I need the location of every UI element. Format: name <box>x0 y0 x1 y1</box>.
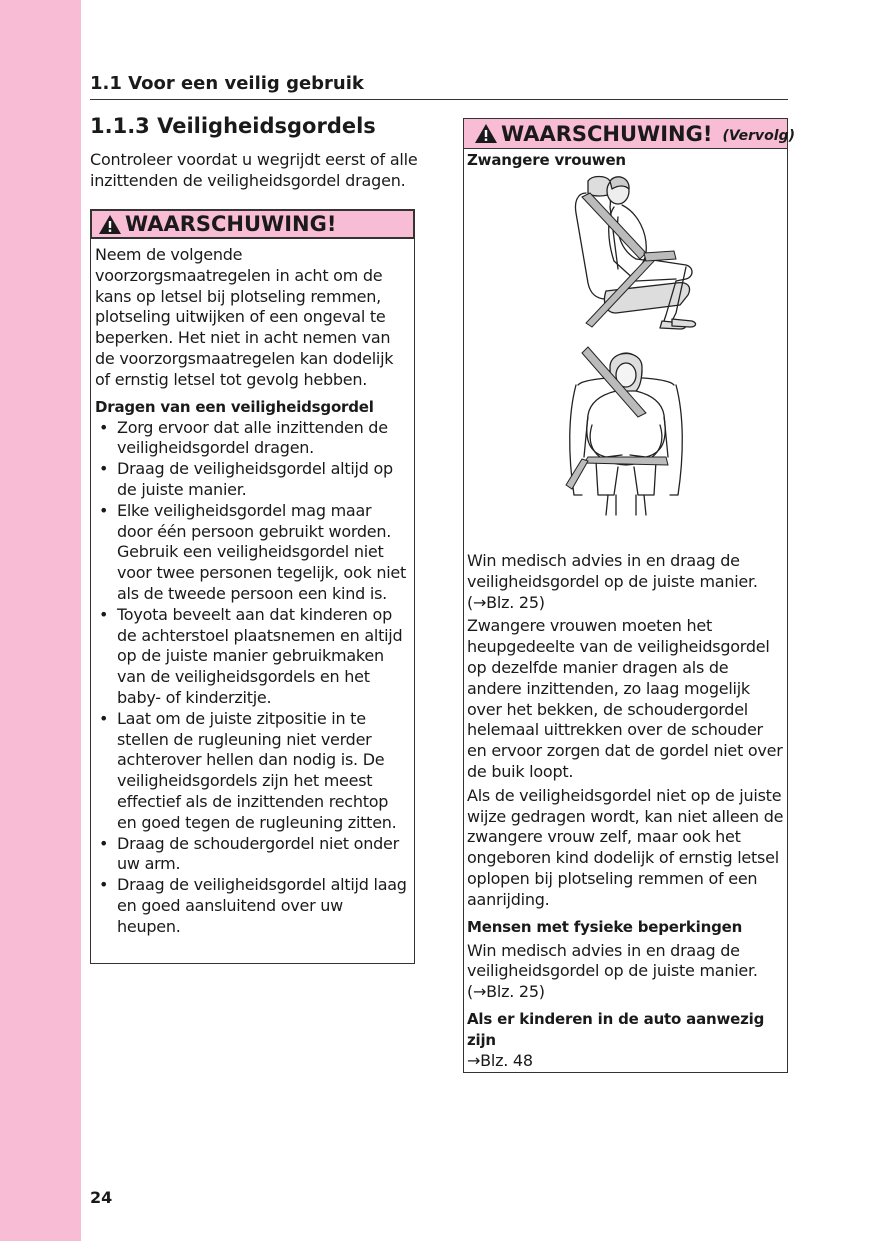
warning-header <box>464 119 796 149</box>
list-item: • Draag de veiligheidsgordel altijd op de juiste manier. <box>95 459 410 501</box>
warning-triangle-icon <box>474 123 498 144</box>
list-item: • Zorg ervoor dat alle inzittenden de veiligheidsgordel dragen. <box>95 418 410 460</box>
pregnant-risk-text: Als de veiligheidsgordel niet op de juiste wijze gedragen wordt, kan niet alleen de zwangere vrouw zelf, maar ook het ongeboren kind dodelijk of ernstig letsel oplopen bij plotseling remmen of een aanrijding. <box>467 785 784 909</box>
list-item: • Laat om de juiste zitpositie in te stellen de rugleuning niet verder achterover hellen dan nodig is. De veiligheidsgordels zijn het meest effectief als de inzittenden rechtop en goed tegen de rugleuning zitten. <box>95 709 410 834</box>
list-item: • Toyota beveelt aan dat kinderen op de achterstoel plaatsnemen en altijd op de juiste manier gebruikmaken van de veiligheidsgordels en het baby- of kinderzitje. <box>95 605 410 709</box>
warning-box-left <box>90 209 415 964</box>
page-number: 24 <box>90 1188 113 1207</box>
warning-body <box>464 150 787 1072</box>
side-strip <box>0 0 81 1241</box>
pregnant-woman-front-illustration <box>526 345 726 517</box>
pregnant-belt-instructions: Zwangere vrouwen moeten het heupgedeelte van de veiligheidsgordel op dezelfde manier dragen als de andere inzittenden, zo laag mogelijk over het bekken, de schoudergordel helemaal uittrekken over de schouder en ervoor zorgen dat de gordel niet over de buik loopt. <box>467 616 783 781</box>
list-item: • Draag de veiligheidsgordel altijd laag en goed aansluitend over uw heupen. <box>95 875 410 937</box>
pregnant-woman-side-illustration <box>526 173 726 333</box>
pregnant-heading: Zwangere vrouwen <box>467 151 626 169</box>
subsection-title: 1.1.3 Veiligheidsgordels <box>90 114 376 138</box>
warning-header <box>90 209 415 239</box>
children-page-reference: →Blz. 48 <box>467 1050 533 1070</box>
section-divider <box>90 99 788 100</box>
warning-title: WAARSCHUWING! <box>125 212 337 236</box>
list-item: • Draag de schoudergordel niet onder uw arm. <box>95 834 410 876</box>
disabled-heading: Mensen met fysieke beperkingen <box>467 917 743 936</box>
continued-label: (Vervolg) <box>722 127 796 144</box>
warning-paragraph: Neem de volgende voorzorgsmaatregelen in acht om de kans op letsel bij plotseling remmen, plotseling uitwijken of een ongeval te beperken. Het niet in acht nemen van de voorzorgsmaatregelen kan dodelijk of ernstig letsel tot gevolg hebben. <box>95 245 394 389</box>
warning-subheading: Dragen van een veiligheidsgordel <box>95 397 374 416</box>
section-header: 1.1 Voor een veilig gebruik <box>90 73 364 94</box>
warning-title: WAARSCHUWING! <box>501 121 713 146</box>
warning-box-right <box>463 118 796 1073</box>
disabled-advice-text: Win medisch advies in en draag de veiligheidsgordel op de juiste manier. (→Blz. 25) <box>467 940 758 1002</box>
children-heading: Als er kinderen in de auto aanwezig zijn <box>467 1009 765 1049</box>
list-item: • Elke veiligheidsgordel mag maar door één persoon gebruikt worden. Gebruik een veiligheidsgordel niet voor twee personen tegelijk, ook niet als de tweede persoon een kind is. <box>95 501 410 605</box>
warning-triangle-icon <box>98 214 122 235</box>
warning-bullet-list <box>95 418 410 938</box>
intro-text: Controleer voordat u wegrijdt eerst of alle inzittenden de veiligheidsgordel dragen. <box>90 150 418 190</box>
pregnant-advice-text: Win medisch advies in en draag de veiligheidsgordel op de juiste manier. (→Blz. 25) <box>467 551 758 612</box>
warning-body <box>91 238 414 938</box>
